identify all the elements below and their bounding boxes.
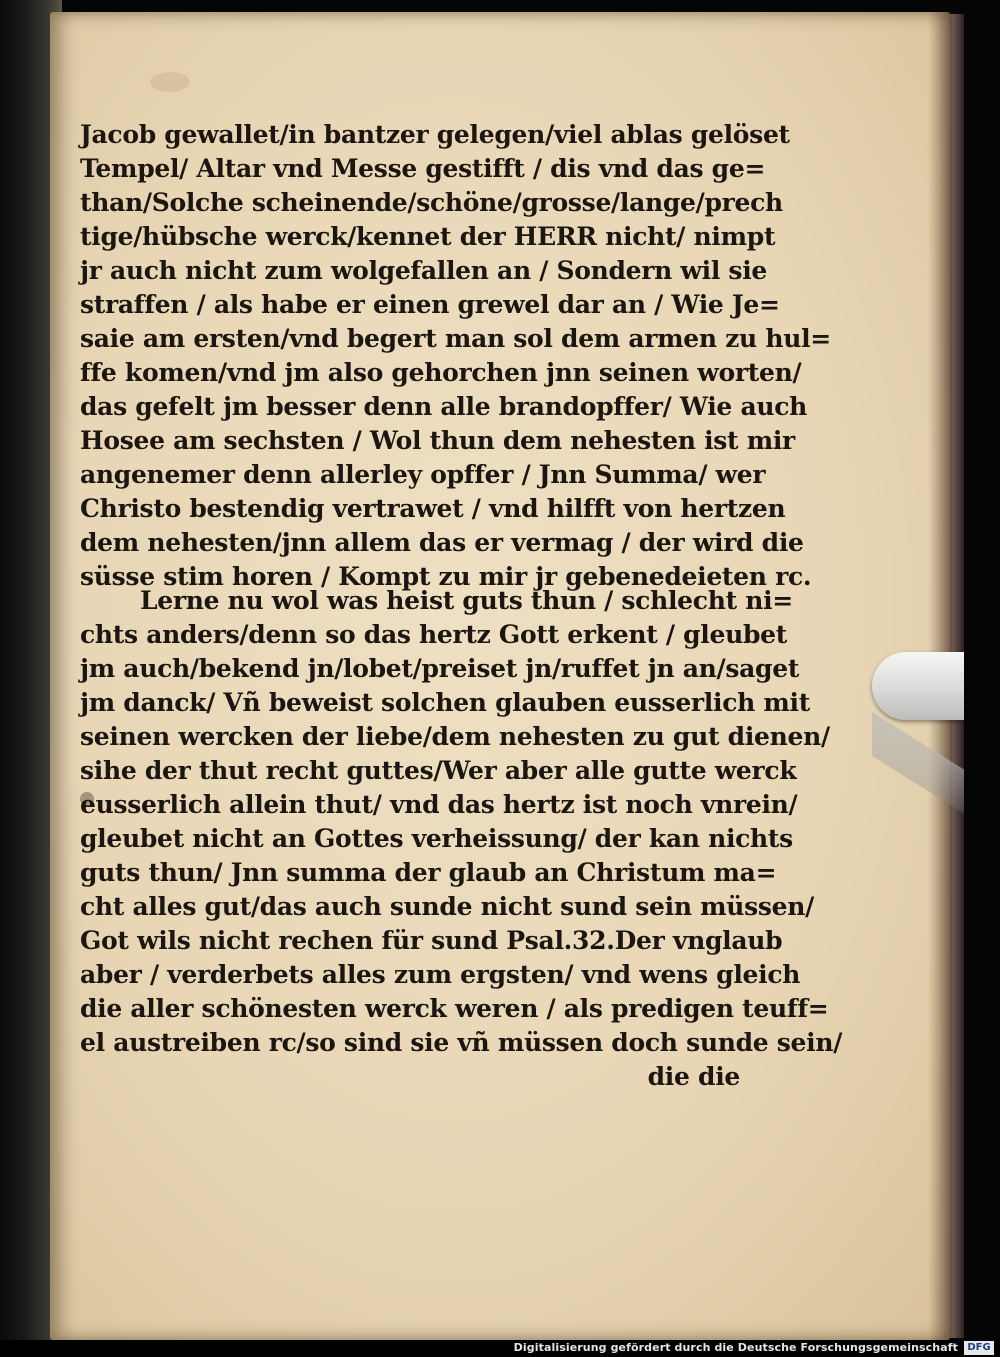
text-line: jm danck/ Vñ beweist solchen glauben eusserlich mit <box>80 688 811 717</box>
text-line: chts anders/denn so das hertz Gott erkent / gleubet <box>80 620 788 649</box>
text-line: dem nehesten/jnn allem das er vermag / der wird die <box>80 528 804 557</box>
text-line: die aller schönesten werck weren / als predigen teuff= <box>80 994 829 1023</box>
text-line: Hosee am sechsten / Wol thun dem nehesten ist mir <box>80 426 795 455</box>
text-line: Got wils nicht rechen für sund Psal.32.Der vnglaub <box>80 926 783 955</box>
text-block-upper <box>80 118 831 594</box>
text-line: than/Solche scheinende/schöne/grosse/lange/prech <box>80 188 783 217</box>
text-line: Lerne nu wol was heist guts thun / schlecht ni= <box>140 586 793 615</box>
text-line: ffe komen/vnd jm also gehorchen jnn seinen worten/ <box>80 358 802 387</box>
dfg-logo: DFG <box>964 1341 994 1355</box>
text-line: cht alles gut/das auch sunde nicht sund sein müssen/ <box>80 892 814 921</box>
plastic-page-marker <box>872 652 964 720</box>
text-line: seinen wercken der liebe/dem nehesten zu gut dienen/ <box>80 722 830 751</box>
text-line: straffen / als habe er einen grewel dar an / Wie Je= <box>80 290 780 319</box>
page-stain <box>150 72 190 92</box>
text-line: Tempel/ Altar vnd Messe gestifft / dis vnd das ge= <box>80 154 766 183</box>
text-line: gleubet nicht an Gottes verheissung/ der kan nichts <box>80 824 793 853</box>
text-line: Christo bestendig vertrawet / vnd hilfft von hertzen <box>80 494 786 523</box>
funding-credit: Digitalisierung gefördert durch die Deutsche Forschungsgemeinschaft <box>513 1341 958 1354</box>
catchword: die die <box>647 1062 740 1091</box>
text-block-lower <box>80 584 843 1094</box>
text-line: guts thun/ Jnn summa der glaub an Christum ma= <box>80 858 777 887</box>
text-line: das gefelt jm besser denn alle brandopffer/ Wie auch <box>80 392 808 421</box>
text-line: sihe der thut recht guttes/Wer aber alle gutte werck <box>80 756 797 785</box>
text-line: süsse stim horen / Kompt zu mir jr gebenedeieten rc. <box>80 562 812 591</box>
text-line: el austreiben rc/so sind sie vñ müssen doch sunde sein/ <box>80 1028 843 1057</box>
text-line: Jacob gewallet/in bantzer gelegen/viel ablas gelöset <box>80 120 790 149</box>
text-line: eusserlich allein thut/ vnd das hertz ist noch vnrein/ <box>80 790 798 819</box>
text-line: saie am ersten/vnd begert man sol dem armen zu hul= <box>80 324 831 353</box>
text-line: jm auch/bekend jn/lobet/preiset jn/ruffet jn an/saget <box>80 654 800 683</box>
text-line: jr auch nicht zum wolgefallen an / Sondern wil sie <box>80 256 768 285</box>
text-line: aber / verderbets alles zum ergsten/ vnd wens gleich <box>80 960 801 989</box>
text-line: angenemer denn allerley opffer / Jnn Summa/ wer <box>80 460 766 489</box>
text-line: tige/hübsche werck/kennet der HERR nicht/ nimpt <box>80 222 776 251</box>
